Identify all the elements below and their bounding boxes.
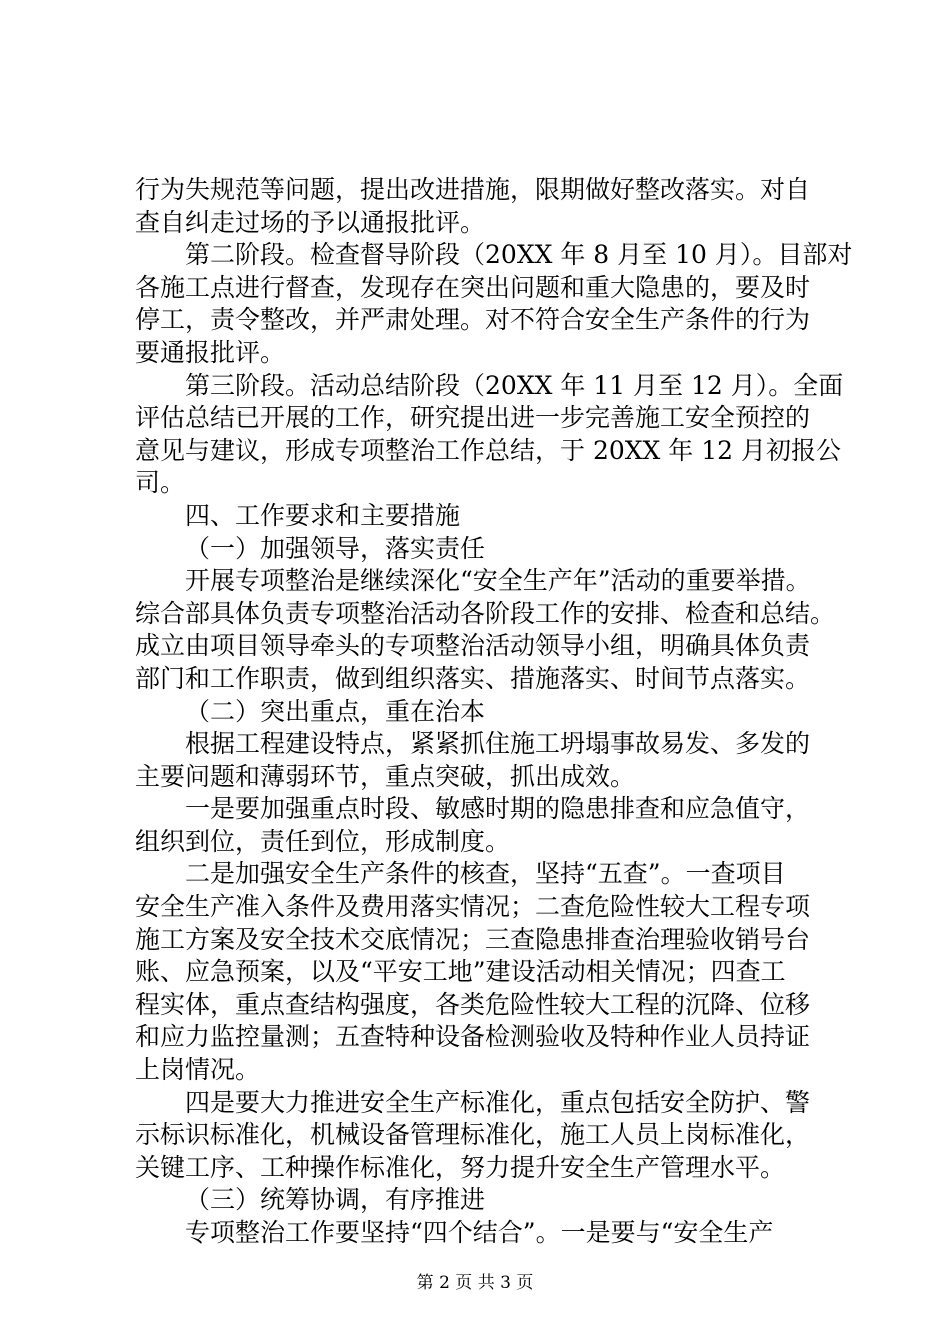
text-line: 上岗情况。 xyxy=(135,1055,261,1085)
text-line: 司。 xyxy=(135,468,186,498)
text-line: 查自纠走过场的予以通报批评。 xyxy=(135,207,486,237)
paragraph-start-line: 一是要加强重点时段、敏感时期的隐患排查和应急值守， xyxy=(185,794,811,824)
text-line: 程实体，重点查结构强度，各类危险性较大工程的沉降、位移 xyxy=(135,989,811,1019)
paragraph-start-line: 二是加强安全生产条件的核查，坚持“五查”。一查项目 xyxy=(185,859,786,889)
text-line: 成立由项目领导牵头的专项整治活动领导小组，明确具体负责 xyxy=(135,631,811,661)
text-line: 示标识标准化，机械设备管理标准化，施工人员上岗标准化， xyxy=(135,1120,811,1150)
text-line: 各施工点进行督查，发现存在突出问题和重大隐患的，要及时 xyxy=(135,272,811,302)
text-line: 主要问题和薄弱环节，重点突破，抓出成效。 xyxy=(135,761,636,791)
text-line: 行为失规范等问题，提出改进措施，限期做好整改落实。对自 xyxy=(135,175,811,204)
text-line: 关键工序、工种操作标准化，努力提升安全生产管理水平。 xyxy=(135,1152,786,1182)
subsection-heading: （一）加强领导，落实责任 xyxy=(185,533,486,563)
paragraph-start-line: 根据工程建设特点，紧紧抓住施工坍塌事故易发、多发的 xyxy=(185,729,811,759)
text-line: 意见与建议，形成专项整治工作总结，于 20XX 年 12 月初报公 xyxy=(135,435,842,465)
text-line: 评估总结已开展的工作，研究提出进一步完善施工安全预控的 xyxy=(135,403,811,433)
page-number-footer: 第 2 页 共 3 页 xyxy=(416,1273,534,1293)
text-line: 部门和工作职责，做到组织落实、措施落实、时间节点落实。 xyxy=(135,663,811,693)
paragraph-start-line: 四是要大力推进安全生产标准化，重点包括安全防护、警 xyxy=(185,1087,811,1117)
paragraph-start-line: 第二阶段。检查督导阶段（20XX 年 8 月至 10 月）。目部对 xyxy=(185,240,853,270)
text-line: 组织到位，责任到位，形成制度。 xyxy=(135,826,511,856)
subsection-heading: （三）统筹协调，有序推进 xyxy=(185,1185,486,1215)
subsection-heading: （二）突出重点，重在治本 xyxy=(185,696,486,726)
document-body xyxy=(135,174,853,1250)
text-line: 施工方案及安全技术交底情况；三查隐患排查治理验收销号台 xyxy=(135,924,811,954)
paragraph-start-line: 专项整治工作要坚持“四个结合”。一是要与“安全生产 xyxy=(185,1218,774,1247)
paragraph-start-line: 开展专项整治是继续深化“安全生产年”活动的重要举措。 xyxy=(185,566,811,596)
text-line: 安全生产准入条件及费用落实情况；二查危险性较大工程专项 xyxy=(135,892,811,922)
section-heading: 四、工作要求和主要措施 xyxy=(185,500,461,530)
text-line: 和应力监控量测；五查特种设备检测验收及特种作业人员持证 xyxy=(135,1022,811,1052)
paragraph-start-line: 第三阶段。活动总结阶段（20XX 年 11 月至 12 月）。全面 xyxy=(185,370,844,400)
text-line: 要通报批评。 xyxy=(135,337,286,367)
text-line: 账、应急预案，以及“平安工地”建设活动相关情况；四查工 xyxy=(135,957,786,987)
text-line: 综合部具体负责专项整治活动各阶段工作的安排、检查和总结。 xyxy=(135,598,836,628)
text-line: 停工，责令整改，并严肃处理。对不符合安全生产条件的行为 xyxy=(135,305,811,335)
